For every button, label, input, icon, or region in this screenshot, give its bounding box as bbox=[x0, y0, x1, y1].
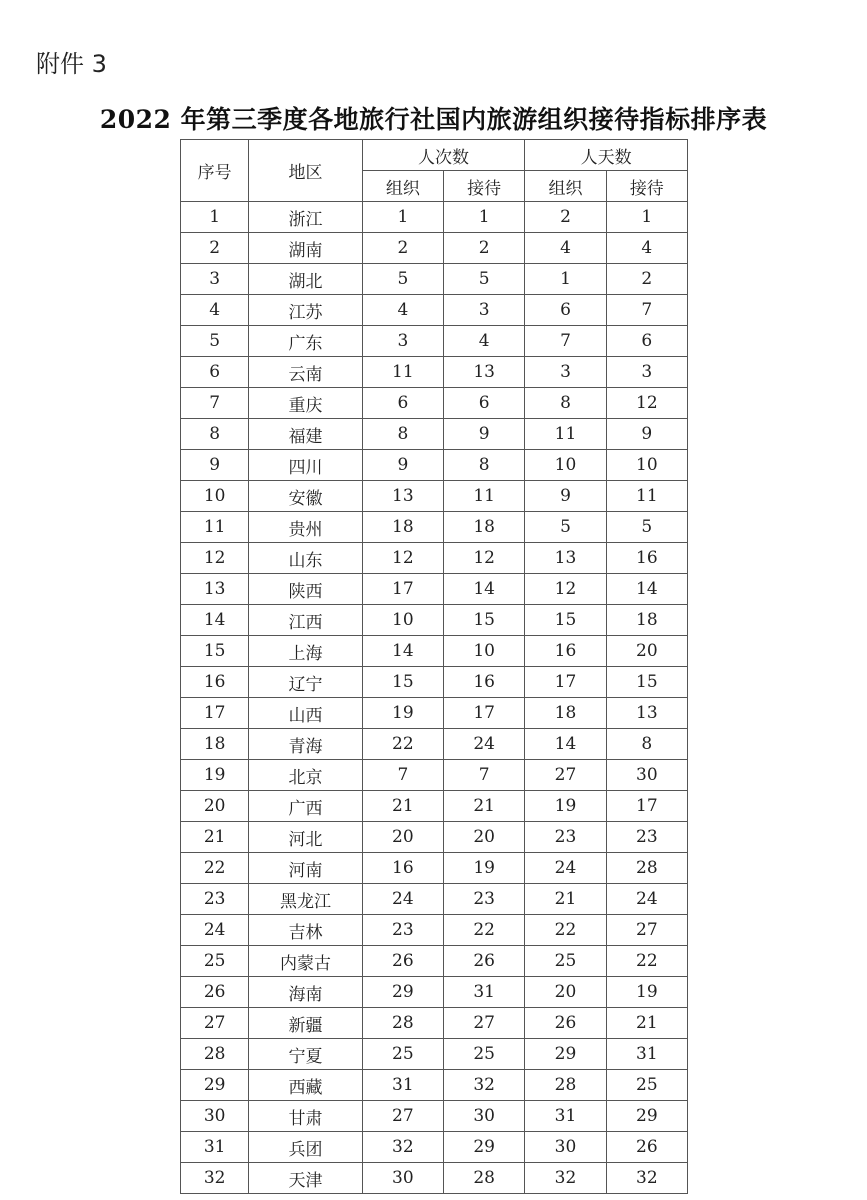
cell-person-times-receive: 2 bbox=[444, 233, 525, 264]
cell-person-times-receive: 30 bbox=[444, 1101, 525, 1132]
cell-person-times-receive: 32 bbox=[444, 1070, 525, 1101]
table-row bbox=[181, 760, 688, 791]
cell-seq: 6 bbox=[181, 357, 249, 388]
page-title: 2022 年第三季度各地旅行社国内旅游组织接待指标排序表 bbox=[99, 105, 768, 134]
cell-person-days-receive: 24 bbox=[606, 884, 687, 915]
cell-seq: 3 bbox=[181, 264, 249, 295]
cell-person-times-organize: 22 bbox=[362, 729, 443, 760]
cell-person-days-receive: 16 bbox=[606, 543, 687, 574]
cell-person-times-receive: 19 bbox=[444, 853, 525, 884]
header-region: 地区 bbox=[249, 140, 362, 202]
cell-person-days-organize: 31 bbox=[525, 1101, 606, 1132]
cell-person-days-receive: 29 bbox=[606, 1101, 687, 1132]
cell-person-days-receive: 1 bbox=[606, 202, 687, 233]
cell-person-days-receive: 14 bbox=[606, 574, 687, 605]
cell-person-times-receive: 9 bbox=[444, 419, 525, 450]
table-row bbox=[181, 264, 688, 295]
cell-person-days-receive: 15 bbox=[606, 667, 687, 698]
cell-region: 贵州 bbox=[249, 512, 362, 543]
cell-person-days-receive: 22 bbox=[606, 946, 687, 977]
cell-seq: 1 bbox=[181, 202, 249, 233]
cell-person-days-receive: 2 bbox=[606, 264, 687, 295]
table-row bbox=[181, 1039, 688, 1070]
cell-seq: 12 bbox=[181, 543, 249, 574]
table-row bbox=[181, 450, 688, 481]
cell-seq: 26 bbox=[181, 977, 249, 1008]
table-row bbox=[181, 202, 688, 233]
cell-seq: 24 bbox=[181, 915, 249, 946]
cell-seq: 16 bbox=[181, 667, 249, 698]
cell-person-times-organize: 26 bbox=[362, 946, 443, 977]
cell-person-times-organize: 29 bbox=[362, 977, 443, 1008]
cell-person-times-organize: 31 bbox=[362, 1070, 443, 1101]
cell-region: 上海 bbox=[249, 636, 362, 667]
table-row bbox=[181, 326, 688, 357]
table-row bbox=[181, 729, 688, 760]
cell-seq: 17 bbox=[181, 698, 249, 729]
cell-region: 北京 bbox=[249, 760, 362, 791]
cell-person-times-receive: 5 bbox=[444, 264, 525, 295]
table-row bbox=[181, 388, 688, 419]
cell-region: 江苏 bbox=[249, 295, 362, 326]
cell-person-times-organize: 16 bbox=[362, 853, 443, 884]
cell-person-times-receive: 27 bbox=[444, 1008, 525, 1039]
header-person-times-receive: 接待 bbox=[444, 171, 525, 202]
cell-person-times-receive: 12 bbox=[444, 543, 525, 574]
cell-region: 天津 bbox=[249, 1163, 362, 1194]
header-person-days-receive: 接待 bbox=[606, 171, 687, 202]
cell-region: 河北 bbox=[249, 822, 362, 853]
cell-person-days-receive: 8 bbox=[606, 729, 687, 760]
cell-person-days-organize: 24 bbox=[525, 853, 606, 884]
cell-person-days-receive: 13 bbox=[606, 698, 687, 729]
cell-person-times-receive: 8 bbox=[444, 450, 525, 481]
cell-person-times-organize: 17 bbox=[362, 574, 443, 605]
cell-seq: 21 bbox=[181, 822, 249, 853]
cell-person-times-receive: 13 bbox=[444, 357, 525, 388]
cell-person-days-organize: 21 bbox=[525, 884, 606, 915]
cell-person-days-organize: 7 bbox=[525, 326, 606, 357]
cell-person-times-receive: 4 bbox=[444, 326, 525, 357]
cell-seq: 22 bbox=[181, 853, 249, 884]
cell-region: 内蒙古 bbox=[249, 946, 362, 977]
cell-person-days-receive: 27 bbox=[606, 915, 687, 946]
table-row bbox=[181, 481, 688, 512]
cell-person-times-organize: 24 bbox=[362, 884, 443, 915]
cell-person-times-receive: 26 bbox=[444, 946, 525, 977]
cell-person-times-organize: 15 bbox=[362, 667, 443, 698]
cell-person-days-organize: 2 bbox=[525, 202, 606, 233]
cell-person-days-organize: 29 bbox=[525, 1039, 606, 1070]
cell-person-times-organize: 21 bbox=[362, 791, 443, 822]
table-row bbox=[181, 791, 688, 822]
cell-seq: 11 bbox=[181, 512, 249, 543]
cell-person-days-organize: 22 bbox=[525, 915, 606, 946]
cell-person-days-receive: 25 bbox=[606, 1070, 687, 1101]
cell-person-days-organize: 6 bbox=[525, 295, 606, 326]
cell-person-days-organize: 13 bbox=[525, 543, 606, 574]
cell-person-times-receive: 20 bbox=[444, 822, 525, 853]
cell-person-times-organize: 27 bbox=[362, 1101, 443, 1132]
cell-person-days-receive: 31 bbox=[606, 1039, 687, 1070]
header-person-days: 人天数 bbox=[525, 140, 688, 171]
cell-person-times-organize: 8 bbox=[362, 419, 443, 450]
cell-seq: 4 bbox=[181, 295, 249, 326]
table-row bbox=[181, 1101, 688, 1132]
cell-person-days-organize: 19 bbox=[525, 791, 606, 822]
cell-person-times-receive: 28 bbox=[444, 1163, 525, 1194]
header-seq: 序号 bbox=[181, 140, 249, 202]
table-row bbox=[181, 915, 688, 946]
table-row bbox=[181, 946, 688, 977]
cell-person-times-receive: 25 bbox=[444, 1039, 525, 1070]
cell-person-days-organize: 3 bbox=[525, 357, 606, 388]
cell-person-days-organize: 18 bbox=[525, 698, 606, 729]
cell-region: 重庆 bbox=[249, 388, 362, 419]
cell-region: 海南 bbox=[249, 977, 362, 1008]
cell-region: 浙江 bbox=[249, 202, 362, 233]
cell-seq: 31 bbox=[181, 1132, 249, 1163]
table-row bbox=[181, 1132, 688, 1163]
cell-person-times-organize: 28 bbox=[362, 1008, 443, 1039]
cell-person-times-organize: 3 bbox=[362, 326, 443, 357]
cell-person-times-receive: 18 bbox=[444, 512, 525, 543]
table-row bbox=[181, 419, 688, 450]
cell-person-times-organize: 13 bbox=[362, 481, 443, 512]
cell-person-days-receive: 7 bbox=[606, 295, 687, 326]
cell-person-times-receive: 7 bbox=[444, 760, 525, 791]
table-row bbox=[181, 822, 688, 853]
table-body bbox=[181, 202, 688, 1194]
table-row bbox=[181, 233, 688, 264]
cell-region: 安徽 bbox=[249, 481, 362, 512]
header-person-times: 人次数 bbox=[362, 140, 525, 171]
cell-person-times-organize: 32 bbox=[362, 1132, 443, 1163]
cell-region: 甘肃 bbox=[249, 1101, 362, 1132]
cell-person-times-receive: 29 bbox=[444, 1132, 525, 1163]
cell-person-times-receive: 6 bbox=[444, 388, 525, 419]
cell-person-days-organize: 10 bbox=[525, 450, 606, 481]
table-row bbox=[181, 543, 688, 574]
cell-person-days-organize: 12 bbox=[525, 574, 606, 605]
cell-person-times-receive: 3 bbox=[444, 295, 525, 326]
table-row bbox=[181, 605, 688, 636]
cell-seq: 13 bbox=[181, 574, 249, 605]
cell-person-days-organize: 28 bbox=[525, 1070, 606, 1101]
cell-person-days-organize: 9 bbox=[525, 481, 606, 512]
cell-seq: 7 bbox=[181, 388, 249, 419]
cell-seq: 10 bbox=[181, 481, 249, 512]
table-row bbox=[181, 574, 688, 605]
cell-person-days-receive: 28 bbox=[606, 853, 687, 884]
cell-region: 陕西 bbox=[249, 574, 362, 605]
cell-seq: 20 bbox=[181, 791, 249, 822]
cell-person-days-receive: 32 bbox=[606, 1163, 687, 1194]
cell-person-days-organize: 1 bbox=[525, 264, 606, 295]
cell-person-days-organize: 5 bbox=[525, 512, 606, 543]
cell-person-days-organize: 16 bbox=[525, 636, 606, 667]
cell-person-days-receive: 5 bbox=[606, 512, 687, 543]
cell-person-times-organize: 9 bbox=[362, 450, 443, 481]
cell-person-days-receive: 9 bbox=[606, 419, 687, 450]
cell-seq: 8 bbox=[181, 419, 249, 450]
cell-person-times-receive: 14 bbox=[444, 574, 525, 605]
cell-person-times-receive: 17 bbox=[444, 698, 525, 729]
cell-region: 山西 bbox=[249, 698, 362, 729]
cell-person-days-organize: 8 bbox=[525, 388, 606, 419]
cell-seq: 19 bbox=[181, 760, 249, 791]
cell-person-days-receive: 3 bbox=[606, 357, 687, 388]
table-row bbox=[181, 667, 688, 698]
cell-person-times-organize: 11 bbox=[362, 357, 443, 388]
cell-seq: 9 bbox=[181, 450, 249, 481]
cell-region: 河南 bbox=[249, 853, 362, 884]
cell-person-days-receive: 4 bbox=[606, 233, 687, 264]
cell-person-times-organize: 4 bbox=[362, 295, 443, 326]
cell-region: 四川 bbox=[249, 450, 362, 481]
cell-person-times-organize: 1 bbox=[362, 202, 443, 233]
cell-person-times-receive: 11 bbox=[444, 481, 525, 512]
cell-person-days-receive: 18 bbox=[606, 605, 687, 636]
header-person-times-organize: 组织 bbox=[362, 171, 443, 202]
cell-person-days-receive: 17 bbox=[606, 791, 687, 822]
cell-person-days-receive: 6 bbox=[606, 326, 687, 357]
cell-seq: 32 bbox=[181, 1163, 249, 1194]
cell-person-days-organize: 15 bbox=[525, 605, 606, 636]
cell-region: 云南 bbox=[249, 357, 362, 388]
cell-person-times-organize: 25 bbox=[362, 1039, 443, 1070]
cell-region: 山东 bbox=[249, 543, 362, 574]
cell-person-days-receive: 30 bbox=[606, 760, 687, 791]
cell-seq: 30 bbox=[181, 1101, 249, 1132]
cell-person-times-receive: 22 bbox=[444, 915, 525, 946]
cell-person-days-organize: 27 bbox=[525, 760, 606, 791]
cell-person-days-organize: 23 bbox=[525, 822, 606, 853]
table-row bbox=[181, 977, 688, 1008]
cell-seq: 23 bbox=[181, 884, 249, 915]
cell-person-times-receive: 10 bbox=[444, 636, 525, 667]
cell-region: 青海 bbox=[249, 729, 362, 760]
table-row bbox=[181, 1008, 688, 1039]
cell-region: 江西 bbox=[249, 605, 362, 636]
table-row bbox=[181, 853, 688, 884]
cell-person-times-receive: 23 bbox=[444, 884, 525, 915]
cell-person-days-receive: 21 bbox=[606, 1008, 687, 1039]
cell-person-times-receive: 1 bbox=[444, 202, 525, 233]
table-row bbox=[181, 295, 688, 326]
header-person-days-organize: 组织 bbox=[525, 171, 606, 202]
cell-seq: 2 bbox=[181, 233, 249, 264]
cell-person-times-receive: 15 bbox=[444, 605, 525, 636]
cell-person-days-receive: 19 bbox=[606, 977, 687, 1008]
cell-seq: 27 bbox=[181, 1008, 249, 1039]
cell-seq: 25 bbox=[181, 946, 249, 977]
cell-seq: 14 bbox=[181, 605, 249, 636]
cell-region: 黑龙江 bbox=[249, 884, 362, 915]
table-row bbox=[181, 884, 688, 915]
cell-person-days-organize: 11 bbox=[525, 419, 606, 450]
cell-person-times-organize: 12 bbox=[362, 543, 443, 574]
cell-person-days-receive: 11 bbox=[606, 481, 687, 512]
attachment-label: 附件 3 bbox=[36, 50, 107, 78]
cell-person-times-organize: 7 bbox=[362, 760, 443, 791]
cell-person-days-organize: 26 bbox=[525, 1008, 606, 1039]
table-row bbox=[181, 1163, 688, 1194]
cell-person-days-organize: 25 bbox=[525, 946, 606, 977]
cell-region: 吉林 bbox=[249, 915, 362, 946]
cell-seq: 18 bbox=[181, 729, 249, 760]
cell-person-days-receive: 23 bbox=[606, 822, 687, 853]
cell-person-times-organize: 20 bbox=[362, 822, 443, 853]
cell-person-times-organize: 10 bbox=[362, 605, 443, 636]
table-row bbox=[181, 1070, 688, 1101]
cell-seq: 29 bbox=[181, 1070, 249, 1101]
cell-person-days-organize: 14 bbox=[525, 729, 606, 760]
table-row bbox=[181, 636, 688, 667]
cell-person-days-organize: 17 bbox=[525, 667, 606, 698]
cell-region: 新疆 bbox=[249, 1008, 362, 1039]
cell-person-times-organize: 5 bbox=[362, 264, 443, 295]
cell-region: 辽宁 bbox=[249, 667, 362, 698]
cell-region: 湖南 bbox=[249, 233, 362, 264]
cell-person-times-organize: 23 bbox=[362, 915, 443, 946]
ranking-table bbox=[180, 139, 688, 1194]
cell-person-times-organize: 2 bbox=[362, 233, 443, 264]
cell-region: 兵团 bbox=[249, 1132, 362, 1163]
cell-person-times-organize: 18 bbox=[362, 512, 443, 543]
cell-region: 西藏 bbox=[249, 1070, 362, 1101]
cell-seq: 15 bbox=[181, 636, 249, 667]
cell-region: 广西 bbox=[249, 791, 362, 822]
cell-person-days-receive: 26 bbox=[606, 1132, 687, 1163]
table-row bbox=[181, 698, 688, 729]
cell-person-times-receive: 16 bbox=[444, 667, 525, 698]
cell-person-days-organize: 30 bbox=[525, 1132, 606, 1163]
cell-person-times-organize: 6 bbox=[362, 388, 443, 419]
cell-seq: 5 bbox=[181, 326, 249, 357]
cell-region: 广东 bbox=[249, 326, 362, 357]
cell-region: 宁夏 bbox=[249, 1039, 362, 1070]
cell-person-days-receive: 20 bbox=[606, 636, 687, 667]
cell-person-times-organize: 14 bbox=[362, 636, 443, 667]
cell-person-times-organize: 30 bbox=[362, 1163, 443, 1194]
cell-person-days-receive: 12 bbox=[606, 388, 687, 419]
cell-person-times-receive: 31 bbox=[444, 977, 525, 1008]
table-row bbox=[181, 357, 688, 388]
cell-region: 湖北 bbox=[249, 264, 362, 295]
cell-person-times-receive: 21 bbox=[444, 791, 525, 822]
cell-person-days-organize: 32 bbox=[525, 1163, 606, 1194]
cell-seq: 28 bbox=[181, 1039, 249, 1070]
cell-person-days-organize: 20 bbox=[525, 977, 606, 1008]
table-row bbox=[181, 512, 688, 543]
cell-region: 福建 bbox=[249, 419, 362, 450]
cell-person-times-organize: 19 bbox=[362, 698, 443, 729]
cell-person-days-organize: 4 bbox=[525, 233, 606, 264]
cell-person-days-receive: 10 bbox=[606, 450, 687, 481]
cell-person-times-receive: 24 bbox=[444, 729, 525, 760]
